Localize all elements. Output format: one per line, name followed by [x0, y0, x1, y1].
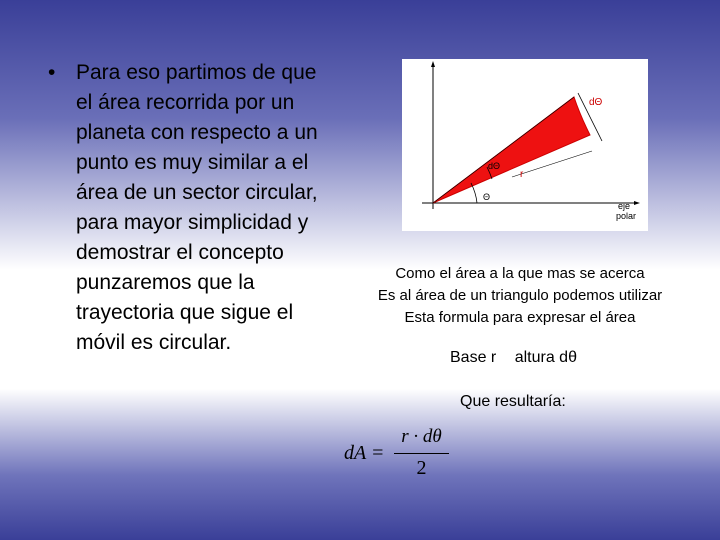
label-dtheta: dΘ [589, 97, 603, 108]
label-polar: polar [616, 211, 637, 221]
label-r: r [520, 169, 524, 180]
base-label: Base r [450, 349, 497, 366]
label-eje: eje [618, 201, 631, 211]
label-dtheta-inner: dΘ [488, 161, 501, 171]
base-height-line [450, 349, 591, 367]
height-label: altura dθ [514, 349, 577, 366]
bullet-marker: • [48, 61, 56, 84]
polar-axis-arrow [634, 201, 640, 205]
label-theta: Θ [483, 192, 491, 202]
sector-shape [433, 97, 590, 203]
sector-diagram-svg [402, 59, 648, 231]
bullet-text: Para eso partimos de que el área recorrida por un planeta con respecto a un punto es muy similar a el área de un sector circular, para mayor simplicidad y demostrar el concepto punzaremos que la trayectoria que sigue el móvil es circular. [76, 61, 318, 354]
caption-text: Como el área a la que mas se acerca Es al área de un triangulo podemos utilizar Esta formula para expresar el área [377, 265, 663, 326]
formula-numerator: r · dθ [401, 426, 442, 447]
formula-lhs: dA = [344, 442, 385, 464]
formula-denominator: 2 [416, 457, 427, 479]
formula-fraction-bar [394, 453, 449, 454]
result-label: Que resultaría: [460, 393, 566, 410]
sector-diagram [402, 59, 648, 231]
y-axis-arrow [431, 61, 435, 67]
area-formula [344, 426, 454, 486]
